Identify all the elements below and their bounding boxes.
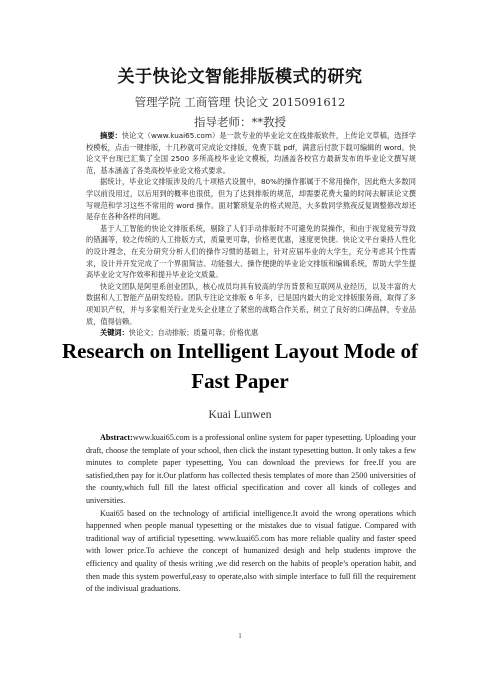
chinese-abstract-paragraph-2: 据统计，毕业论文排版涉及的几十项格式设置中，80%的操作都属于不常用操作，因此绝大多数同学以前没用过，以后用到的概率也很低，但为了达到排版的规范，却需要花费大量的时间去解读论文撰写规范和学习这些不常用的 word 操作。面对繁琐复杂的格式规范，大多数同学熬夜反复调整修改却还是存在各种各样的问题。 [86,177,416,222]
chinese-keywords-text: 快论文；自动排版；质量可靠；价格优惠 [128,328,259,338]
chinese-abstract-paragraph-3: 基于人工智能的快论文排版系统，剔除了人们手动排版时不可避免的误操作，和由于视觉疲劳导致的错漏等，较之传统的人工排版方式，质量更可靠，价格更优惠，速度更快捷。快论文平台秉持人性化的设计理念，在充分研究分析人们的操作习惯的基础上，针对应届毕业的大学生，充分考虑其个性需求，设计并开发完成了一个界面简洁、功能强大、操作便捷的毕业论文排版和编辑系统，帮助大学生提高毕业论文写作效率和提升毕业论文质量。 [86,223,416,280]
chinese-abstract-paragraph-4: 快论文团队是阿里系创业团队，核心成员均具有较高的学历背景和互联网从业经历，以及丰富的大数据和人工智能产品研发经验。团队专注论文排版 6 年多，已是国内最大的论文排版服务商，取得了多项知识产权，并与多家相关行业龙头企业建立了紧密的战略合作关系，树立了良好的口碑品牌，专业品质，值得信赖。 [86,281,416,326]
chinese-abstract-paragraph-1 [86,130,416,176]
chinese-abstract-label: 摘要： [100,131,122,140]
chinese-abstract-text-1: 快论文（www.kuai65.com）是一款专业的毕业论文在线排版软件，上传论文草稿，选择学校模板，点击一键排版，十几秒就可完成论文排版，免费下载 pdf，满意后付款下载可编辑的 word。快论文平台现已汇集了全国 2500 多所高校毕业论文模板，均涵盖各校官方最新发布的毕业论文撰写规范，基本涵盖了各类高校毕业论文格式要求。 [86,131,416,175]
english-abstract [86,432,416,596]
chinese-abstract [86,130,416,339]
chinese-keywords-label: 关键词： [100,328,129,338]
english-abstract-text-1: www.kuai65.com is a professional online system for paper typesetting. Uploading your draft, choose the template of your school, then click the instant typesetting button. It only takes a few minutes to complete paper typesetting, You can download the previews for free.If you are satisfied,then pay for it.Our platform has collected thesis templates of more than 2500 universities of the county,which full fill the latest official specification and cover all kinds of colleges and universities. [86,433,416,505]
english-abstract-paragraph-2: Kuai65 based on the technology of artificial intelligence.It avoid the wrong operations which happenned when people manual typesetting or the mistakes due to visual fatigue. Compared with traditional way of artificial typesetting. www.kuai65.com has more reliable quality and faster speed with lower price.To achieve the concept of humanized desigh and help students improve the efficiency and quality of thesis writing ,we did reserch on the habits of people’s operation habit, and then made this system powerful,easy to operate,also with simple interface to full fill the requirement of the indivisual graduations. [86,508,416,594]
english-author: Kuai Lunwen [208,409,272,421]
english-abstract-label: Abstract: [100,433,133,442]
chinese-affiliation: 管理学院 工商管理 快论文 2015091612 [134,95,346,109]
page-number: 1 [238,632,242,640]
english-abstract-paragraph-1 [86,432,416,508]
english-title: Research on Intelligent Layout Mode of Fast Paper [61,339,418,393]
chinese-advisor: 指导老师：**教授 [194,115,286,129]
chinese-title: 关于快论文智能排版模式的研究 [117,67,363,87]
